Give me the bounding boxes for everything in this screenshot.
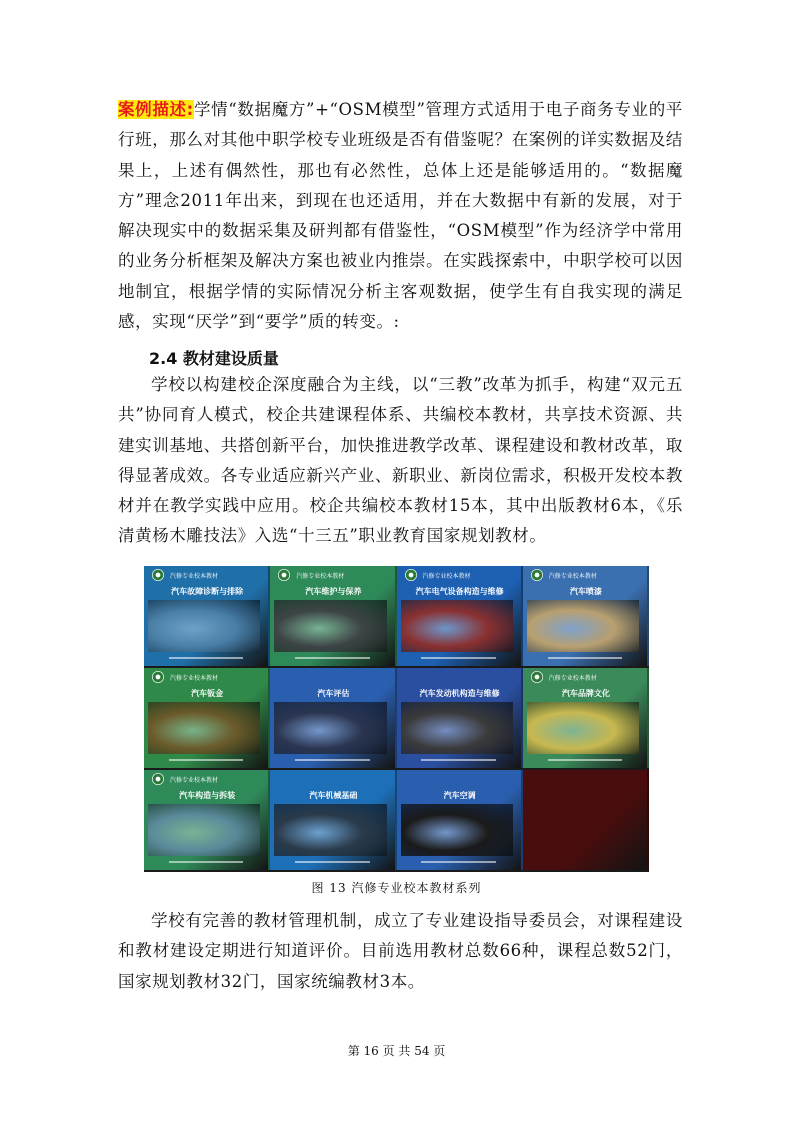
publisher-line: [548, 657, 623, 659]
cover-illustration: [148, 702, 260, 754]
cover-title: 汽车评估: [317, 689, 350, 698]
textbook-cover: [523, 770, 649, 870]
textbook-cover: [397, 566, 523, 666]
cover-series-label: 汽修专业校本教材: [170, 675, 219, 682]
publisher-line: [421, 657, 496, 659]
page-footer: 第 16 页 共 54 页: [347, 1044, 446, 1058]
cover-series-label: 汽修专业校本教材: [422, 573, 471, 580]
textbook-cover: [397, 668, 523, 768]
section-heading: 2.4 教材建设质量: [149, 349, 279, 368]
case-description-text: 学情“数据魔方”+“OSM模型”管理方式适用于电子商务专业的平行班，那么对其他中职学校专业班级是否有借鉴呢？在案例的详实数据及结果上，上述有偶然性，那也有必然性，总体上还是能够适用的。“数据魔方”理念2011年出来，到现在也还适用，并在大数据中有新的发展，对于解决现实中的数据采集及研判都有借鉴性，“OSM模型”作为经济学中常用的业务分析框架及解决方案也被业内推崇。在实践探索中，中职学校可以因地制宜，根据学情的实际情况分析主客观数据，使学生有自我实现的满足感，实现“厌学”到“要学”质的转变。:: [118, 100, 683, 332]
cover-title: 汽车故障诊断与排除: [171, 587, 244, 596]
cover-illustration: [148, 600, 260, 652]
cover-illustration: [401, 804, 513, 856]
publisher-line: [169, 861, 244, 863]
cover-title: 汽车电气设备构造与维修: [415, 587, 504, 596]
cover-series-label: 汽修专业校本教材: [170, 573, 219, 580]
textbook-cover: [523, 668, 649, 768]
textbook-cover: [523, 566, 649, 666]
cover-illustration: [148, 804, 260, 856]
cover-illustration: [401, 600, 513, 652]
case-description-label: 案例描述:: [118, 100, 194, 119]
publisher-line: [295, 657, 370, 659]
publisher-line: [548, 759, 623, 761]
cover-title: 汽车空调: [443, 791, 476, 800]
cover-title: 汽车品牌文化: [561, 689, 610, 698]
cover-illustration: [274, 600, 386, 652]
cover-title: 汽车构造与拆装: [179, 791, 236, 800]
cover-title: 汽车维护与保养: [305, 587, 362, 596]
school-logo-icon: [152, 773, 164, 785]
textbook-cover: [144, 668, 270, 768]
publisher-line: [169, 657, 244, 659]
cover-series-label: 汽修专业校本教材: [548, 573, 597, 580]
school-logo-icon: [152, 569, 164, 581]
cover-illustration: [274, 804, 386, 856]
cover-illustration: [401, 702, 513, 754]
school-logo-icon: [405, 569, 417, 581]
publisher-line: [295, 759, 370, 761]
publisher-line: [169, 759, 244, 761]
school-logo-icon: [152, 671, 164, 683]
body-paragraph-1: 学校以构建校企深度融合为主线，以“三教”改革为抓手，构建“双元五共”协同育人模式，校企共建课程体系、共编校本教材，共享技术资源、共建实训基地、共搭创新平台，加快推进教学改革、课程建设和教材改革，取得显著成效。各专业适应新兴产业、新职业、新岗位需求，积极开发校本教材并在教学实践中应用。校企共编校本教材15本，其中出版教材6本，《乐清黄杨木雕技法》入选“十三五”职业教育国家规划教材。: [118, 375, 683, 546]
textbook-cover: [144, 566, 270, 666]
textbook-cover: [270, 566, 396, 666]
cover-title: 汽车钣金: [191, 689, 224, 698]
publisher-line: [295, 861, 370, 863]
textbook-cover: [397, 770, 523, 870]
cover-title: 汽车喷漆: [569, 587, 602, 596]
school-logo-icon: [531, 671, 543, 683]
cover-illustration: [527, 600, 639, 652]
textbook-cover: [270, 668, 396, 768]
cover-series-label: 汽修专业校本教材: [296, 573, 345, 580]
school-logo-icon: [531, 569, 543, 581]
case-description: [118, 95, 683, 337]
cover-series-label: 汽修专业校本教材: [170, 777, 219, 784]
cover-illustration: [274, 702, 386, 754]
publisher-line: [421, 759, 496, 761]
cover-illustration: [527, 702, 639, 754]
publisher-line: [421, 861, 496, 863]
textbook-cover: [270, 770, 396, 870]
cover-title: 汽车机械基础: [309, 791, 358, 800]
cover-series-label: 汽修专业校本教材: [548, 675, 597, 682]
textbook-cover: [144, 770, 270, 870]
textbook-series-photo: [144, 566, 649, 872]
body-paragraph-2: 学校有完善的教材管理机制，成立了专业建设指导委员会，对课程建设和教材建设定期进行知道评价。目前选用教材总数66种，课程总数52门，国家规划教材32门，国家统编教材3本。: [118, 911, 683, 991]
figure-caption: 图 13 汽修专业校本教材系列: [311, 881, 482, 895]
cover-title: 汽车发动机构造与维修: [419, 689, 500, 698]
